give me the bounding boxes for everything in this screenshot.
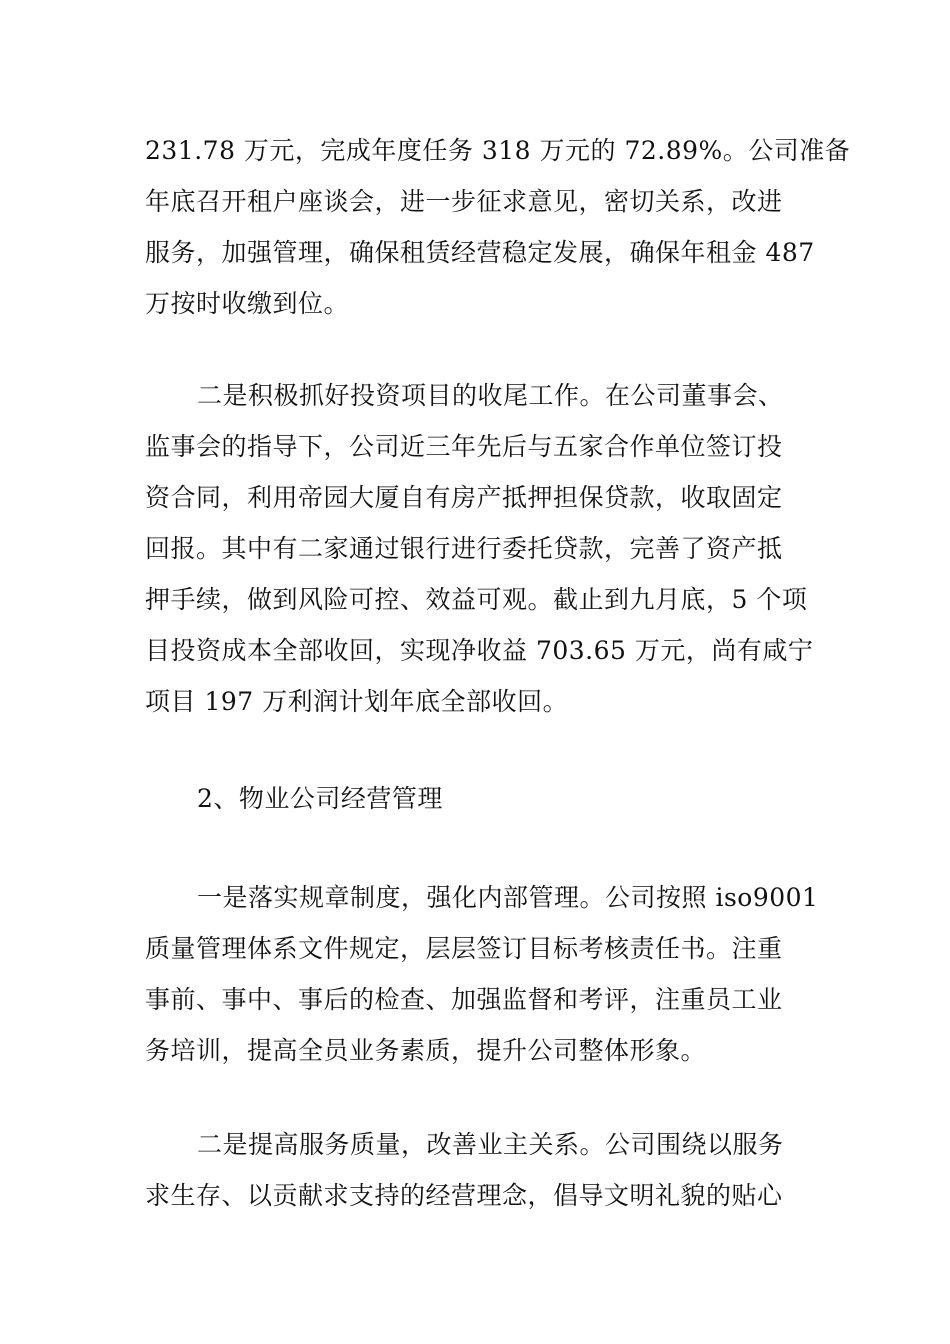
text-line: 目投资成本全部收回，实现净收益 703.65 万元，尚有咸宁 xyxy=(145,636,814,665)
text-line: 二是提高服务质量，改善业主关系。公司围绕以服务 xyxy=(197,1130,784,1159)
text-line: 资合同，利用帝园大厦自有房产抵押担保贷款，收取固定 xyxy=(145,483,783,512)
paragraph-internal-management xyxy=(145,872,819,1076)
text-line: 务培训，提高全员业务素质，提升公司整体形象。 xyxy=(145,1036,707,1065)
text-line: 一是落实规章制度，强化内部管理。公司按照 iso9001 xyxy=(197,883,819,912)
text-line: 监事会的指导下，公司近三年先后与五家合作单位签订投 xyxy=(145,432,783,461)
heading-text: 2、物业公司经营管理 xyxy=(197,784,443,813)
text-line: 万按时收缴到位。 xyxy=(145,289,350,318)
text-line: 押手续，做到风险可控、效益可观。截止到九月底，5 个项 xyxy=(145,585,808,614)
paragraph-service-quality xyxy=(145,1119,805,1221)
text-line: 质量管理体系文件规定，层层签订目标考核责任书。注重 xyxy=(145,934,783,963)
section-heading-property-management xyxy=(145,773,805,824)
text-line: 二是积极抓好投资项目的收尾工作。在公司董事会、 xyxy=(197,381,784,410)
text-line: 求生存、以贡献求支持的经营理念，倡导文明礼貌的贴心 xyxy=(145,1181,783,1210)
paragraph-investment-projects xyxy=(145,370,814,727)
text-line: 回报。其中有二家通过银行进行委托贷款，完善了资产抵 xyxy=(145,534,783,563)
text-line: 服务，加强管理，确保租赁经营稳定发展，确保年租金 487 xyxy=(145,238,815,267)
text-line: 231.78 万元，完成年度任务 318 万元的 72.89%。公司准备 xyxy=(145,136,851,165)
text-line: 事前、事中、事后的检查、加强监督和考评，注重员工业 xyxy=(145,985,783,1014)
text-line: 项目 197 万利润计划年底全部收回。 xyxy=(145,687,569,716)
text-line: 年底召开租户座谈会，进一步征求意见，密切关系，改进 xyxy=(145,187,783,216)
paragraph-rent-collection xyxy=(145,125,851,329)
